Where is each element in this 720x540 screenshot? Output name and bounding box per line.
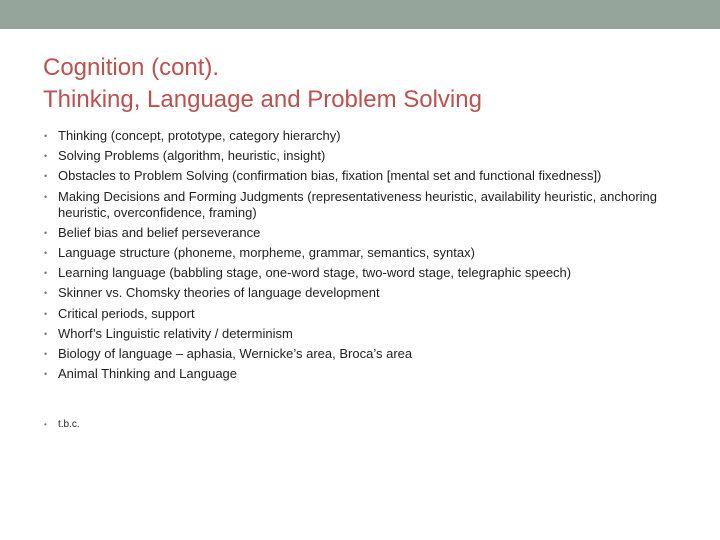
- slide-title: [43, 52, 683, 116]
- bullet-icon: •: [44, 348, 48, 359]
- bullet-text: Making Decisions and Forming Judgments (representativeness heuristic, availability heuristic, anchoring heuristic, overconfidence, framing): [58, 188, 658, 220]
- list-item: [44, 128, 664, 144]
- header-band: [0, 0, 720, 29]
- list-item: [44, 366, 664, 382]
- bullet-text: Animal Thinking and Language: [58, 366, 238, 382]
- bullet-text: Critical periods, support: [58, 305, 195, 321]
- bullet-text: Skinner vs. Chomsky theories of language development: [58, 285, 380, 301]
- bullet-icon: •: [44, 369, 48, 380]
- list-item: [44, 326, 664, 342]
- list-item: [44, 168, 664, 184]
- list-item: [44, 265, 664, 281]
- bullet-list: [44, 128, 664, 386]
- bullet-text: Biology of language – aphasia, Wernicke’s area, Broca’s area: [58, 345, 413, 361]
- list-item: [44, 189, 664, 221]
- title-line-2: Thinking, Language and Problem Solving: [43, 86, 482, 113]
- list-item: [44, 245, 664, 261]
- footnote-text: t.b.c.: [58, 419, 80, 430]
- bullet-icon: •: [44, 131, 48, 141]
- list-item: [44, 418, 80, 432]
- bullet-text: Belief bias and belief perseverance: [58, 224, 261, 240]
- list-item: [44, 306, 664, 322]
- bullet-text: Thinking (concept, prototype, category hierarchy): [58, 128, 341, 143]
- bullet-icon: •: [44, 171, 48, 182]
- bullet-icon: •: [44, 247, 48, 258]
- list-item: [44, 346, 664, 362]
- bullet-icon: •: [44, 227, 48, 238]
- list-item: [44, 148, 664, 164]
- title-line-1: Cognition (cont).: [43, 54, 220, 81]
- list-item: [44, 285, 664, 301]
- footnote-list: [44, 418, 80, 432]
- bullet-icon: •: [44, 420, 47, 429]
- bullet-icon: •: [44, 151, 48, 162]
- bullet-icon: •: [44, 328, 48, 339]
- bullet-text: Solving Problems (algorithm, heuristic, insight): [58, 148, 326, 164]
- bullet-text: Obstacles to Problem Solving (confirmation bias, fixation [mental set and functional fixedness]): [58, 168, 602, 184]
- bullet-icon: •: [44, 191, 48, 202]
- bullet-icon: •: [44, 288, 48, 299]
- bullet-text: Whorf’s Linguistic relativity / determinism: [58, 325, 293, 341]
- bullet-text: Language structure (phoneme, morpheme, grammar, semantics, syntax): [58, 244, 475, 260]
- bullet-icon: •: [44, 308, 48, 319]
- bullet-icon: •: [44, 268, 48, 279]
- bullet-text: Learning language (babbling stage, one-word stage, two-word stage, telegraphic speech): [58, 265, 572, 281]
- list-item: [44, 225, 664, 241]
